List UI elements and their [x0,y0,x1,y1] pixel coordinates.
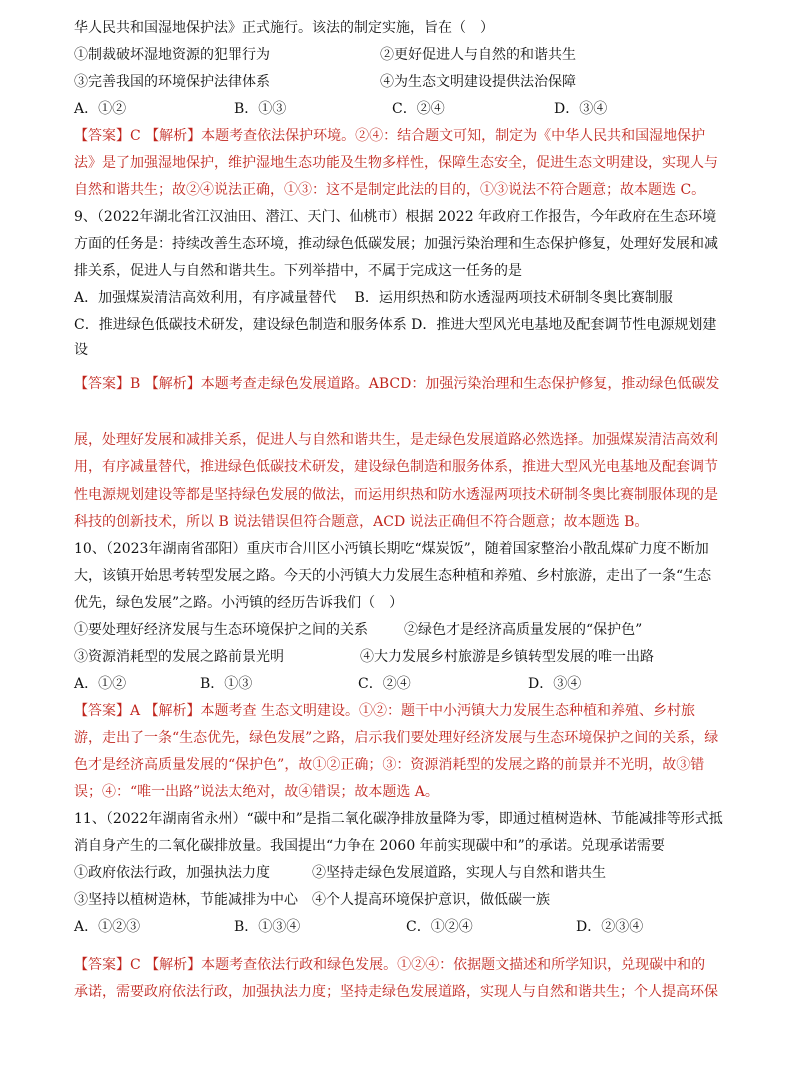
q11-statement-2: ②坚持走绿色发展道路，实现人与自然和谐共生 [312,865,606,881]
q9-stem-line-2: 方面的任务是：持续改善生态环境，推动绿色低碳发展；加强污染治理和生态保护修复，处理好发展和减 [74,236,718,252]
q8-option-d: D．③④ [554,101,608,117]
q11-statement-4: ④个人提高环境保护意识，做低碳一族 [312,892,550,908]
q9-options-ab: A．加强煤炭清洁高效利用，有序减量替代 B．运用织热和防水透湿两项技术研制冬奥比赛制服 [74,290,673,306]
q10-answer-line-1: 【答案】A 【解析】本题考查 生态文明建设。①②：题干中小沔镇大力发展生态种植和养殖、乡村旅 [74,703,696,719]
q11-stem-line-1: 11、（2022年湖南省永州）“碳中和”是指二氧化碳净排放量降为零，即通过植树造林、节能减排等形式抵 [74,811,723,827]
q10-stem-line-3: 优先，绿色发展”之路。小沔镇的经历告诉我们（ ） [74,595,404,611]
q10-answer-line-2: 游，走出了一条“生态优先，绿色发展”之路，启示我们要处理好经济发展与生态环境保护之间的关系，绿 [74,730,719,746]
q10-stem-line-1: 10、（2023年湖南省邵阳）重庆市合川区小沔镇长期吃“煤炭饭”，随着国家整治小散乱煤矿力度不断加 [74,541,709,557]
q8-option-a: A．①② [74,101,127,117]
q9-stem-line-3: 排关系，促进人与自然和谐共生。下列举措中，不属于完成这一任务的是 [74,263,522,279]
q10-option-a: A．①② [74,676,127,692]
q8-answer-line-2: 法》是了加强湿地保护，维护湿地生态功能及生物多样性，保障生态安全，促进生态文明建设，实现人与 [74,155,718,171]
q10-statement-3: ③资源消耗型的发展之路前景光明 [74,649,284,665]
q10-option-b: B．①③ [200,676,253,692]
q9-options-cd-tail: 设 [74,342,88,358]
q9-options-cd: C．推进绿色低碳技术研发，建设绿色制造和服务体系 D．推进大型风光电基地及配套调节性电源规划建 [74,317,717,333]
q9-answer-line-2: 展，处理好发展和减排关系，促进人与自然和谐共生，是走绿色发展道路必然选择。加强煤炭清洁高效利 [74,432,718,448]
q8-statement-3: ③完善我国的环境保护法律体系 [74,74,270,90]
q9-stem-line-1: 9、（2022年湖北省江汉油田、潜江、天门、仙桃市）根据 2022 年政府工作报告，今年政府在生态环境 [74,209,717,225]
q8-option-c: C．②④ [392,101,445,117]
q8-answer-line-1: 【答案】C 【解析】本题考查依法保护环境。②④：结合题文可知，制定为《中华人民共和国湿地保护 [74,128,706,144]
q11-option-a: A．①②③ [74,919,141,935]
q10-statement-2: ②绿色才是经济高质量发展的“保护色” [404,622,643,638]
q8-statement-1: ①制裁破坏湿地资源的犯罪行为 [74,47,270,63]
q10-answer-line-3: 色才是经济高质量发展的“保护色”，故①②正确；③：资源消耗型的发展之路的前景并不光明，故③错 [74,757,705,773]
q10-statement-4: ④大力发展乡村旅游是乡镇转型发展的唯一出路 [360,649,654,665]
q10-stem-line-2: 大，该镇开始思考转型发展之路。今天的小沔镇大力发展生态种植和养殖、乡村旅游，走出了一条“生态 [74,568,712,584]
q11-answer-line-2: 承诺，需要政府依法行政，加强执法力度；坚持走绿色发展道路，实现人与自然和谐共生；个人提高环保 [74,984,718,1000]
q9-answer-line-4: 性电源规划建设等都是坚持绿色发展的做法，而运用织热和防水透湿两项技术研制冬奥比赛制服体现的是 [74,487,718,503]
q11-answer-line-1: 【答案】C 【解析】本题考查依法行政和绿色发展。①②④：依据题文描述和所学知识，兑现碳中和的 [74,957,706,973]
q10-option-d: D．③④ [528,676,582,692]
q11-statement-3: ③坚持以植树造林，节能减排为中心 [74,892,298,908]
q9-answer-line-3: 用，有序减量替代，推进绿色低碳技术研发，建设绿色制造和服务体系，推进大型风光电基地及配套调节 [74,459,718,475]
q8-stem: 华人民共和国湿地保护法》正式施行。该法的制定实施，旨在（ ） [74,20,494,36]
q11-stem-line-2: 消自身产生的二氧化碳排放量。我国提出“力争在 2060 年前实现碳中和”的承诺。兑现承诺需要 [74,838,665,854]
q11-statement-1: ①政府依法行政，加强执法力度 [74,865,270,881]
q9-answer-line-5: 科技的创新技术，所以 B 说法错误但符合题意，ACD 说法正确但不符合题意；故本题选 B。 [74,514,649,530]
q8-statement-4: ④为生态文明建设提供法治保障 [380,74,576,90]
q11-option-d: D．②③④ [576,919,644,935]
q8-statement-2: ②更好促进人与自然的和谐共生 [380,47,576,63]
q11-option-b: B．①③④ [234,919,301,935]
q10-statement-1: ①要处理好经济发展与生态环境保护之间的关系 [74,622,368,638]
q9-answer-line-1: 【答案】B 【解析】本题考查走绿色发展道路。ABCD：加强污染治理和生态保护修复，推动绿色低碳发 [74,376,720,392]
q8-option-b: B．①③ [234,101,287,117]
q11-option-c: C．①②④ [406,919,473,935]
q10-answer-line-4: 误；④：“唯一出路”说法太绝对，故④错误；故本题选 A。 [74,784,439,800]
q8-answer-line-3: 自然和谐共生；故②④说法正确，①③：这不是制定此法的目的，①③说法不符合题意；故本题选 C。 [74,182,706,198]
q10-option-c: C．②④ [358,676,411,692]
